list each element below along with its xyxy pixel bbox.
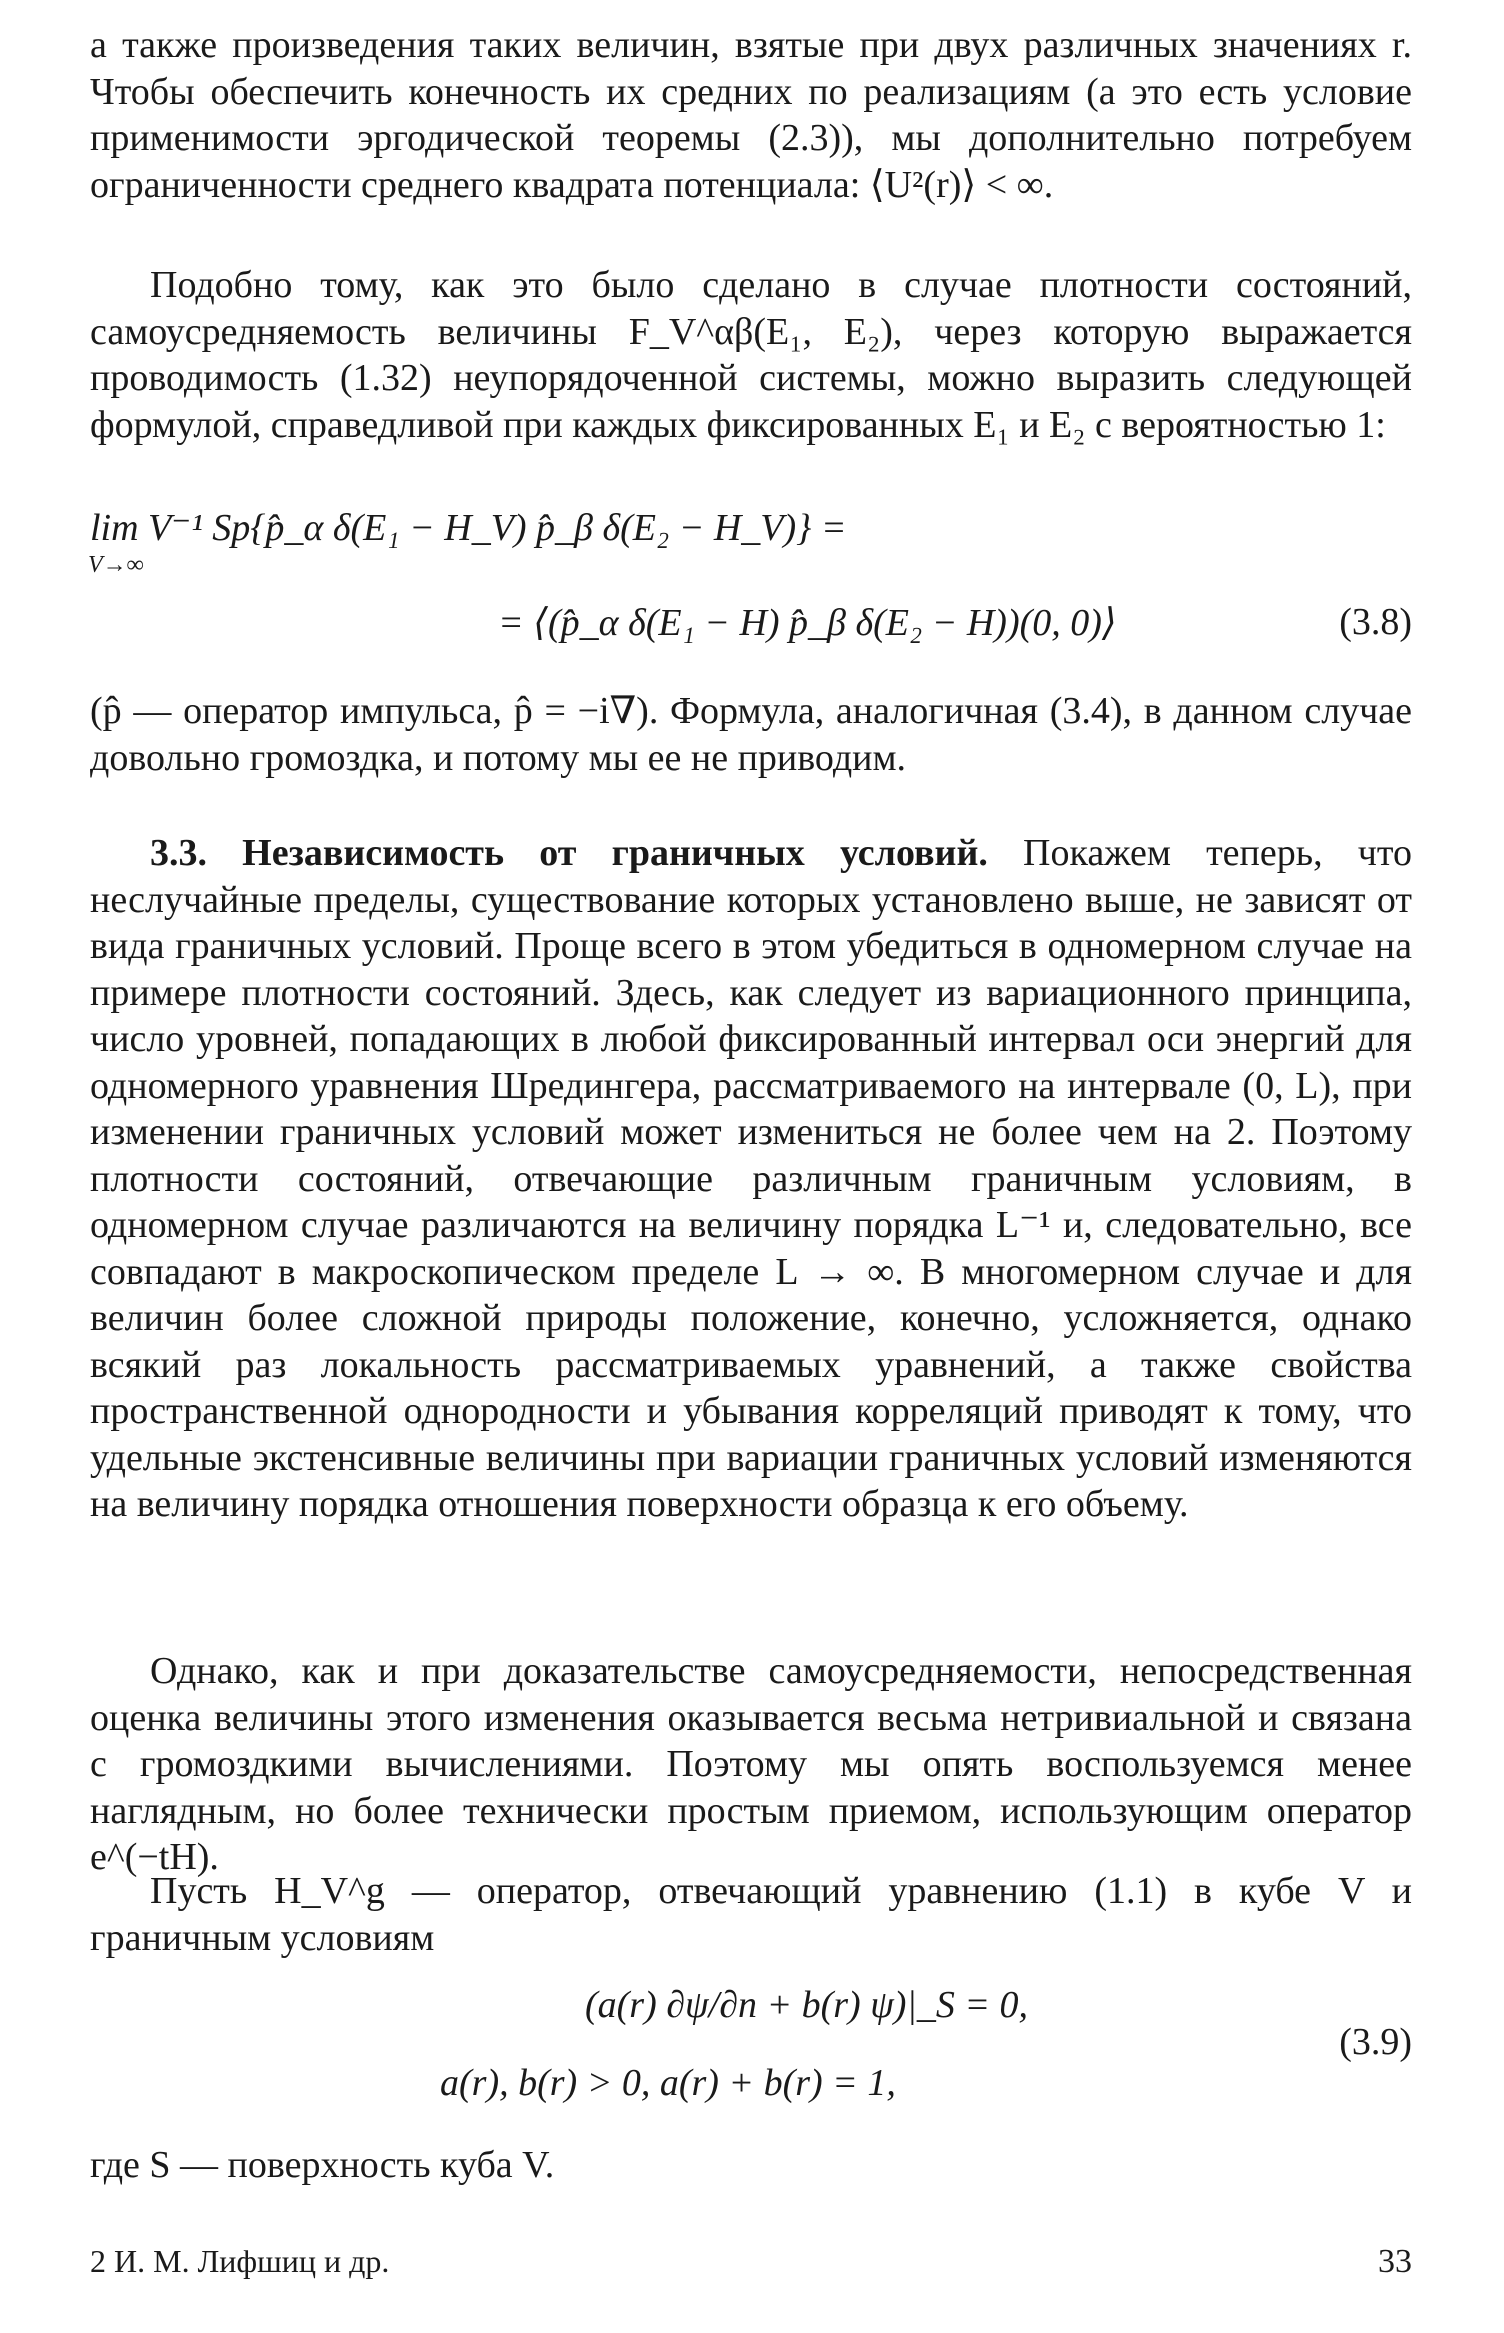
paragraph-1: а также произведения таких величин, взятые при двух различных значениях r. Чтобы обеспечить конечность их средних по реализациям (а это есть условие применимости эргодической теоремы (2.3)), мы дополнительно потребуем ограниченности среднего квадрата потенциала: ⟨U²(r)⟩ < ∞. — [90, 24, 1412, 206]
section-body: Покажем теперь, что неслучайные пределы, существование которых установлено выше, не зависят от вида граничных условий. Проще всего в этом убедиться в одномерном случае на примере плотности состояний. Здесь, как следует из вариационного принципа, число уровней, попадающих в любой фиксированный интервал оси энергий для одномерного уравнения Шредингера, рассматриваемого на интервале (0, L), при изменении граничных условий может измениться не более чем на 2. Поэтому плотности состояний, отвечающие различным граничным условиям, в одномерном случае различаются на величину порядка L⁻¹ и, следовательно, все совпадают в макроскопическом пределе L → ∞. В многомерном случае и для величин более сложной природы положение, конечно, усложняется, однако всякий раз локальность рассматриваемых уравнений, а также свойства пространственной однородности и убывания корреляций приводят к тому, что удельные экстенсивные величины при вариации граничных условий изменяются на величину порядка отношения поверхности образца к его объему. — [90, 832, 1412, 1525]
paragraph-2: Подобно тому, как это было сделано в случае плотности состояний, самоусредняемость величины F_V^αβ(E₁, E₂), через которую выражается проводимость (1.32) неупорядоченной системы, можно выразить следующей формулой, справедливой при каждых фиксированных E₁ и E₂ с вероятностью 1: — [90, 264, 1412, 446]
equation-3-8-number: (3.8) — [1339, 601, 1412, 643]
equation-3-9-line-1: (a(r) ∂ψ/∂n + b(r) ψ)|_S = 0, — [585, 1984, 1029, 2026]
paragraph-3: (p̂ — оператор импульса, p̂ = −i∇). Формула, аналогичная (3.4), в данном случае довольно громоздка, и потому мы ее не приводим. — [90, 690, 1412, 779]
equation-3-8-limit-subscript: V→∞ — [88, 552, 144, 578]
page-number: 33 — [1378, 2243, 1412, 2280]
equation-3-9-line-2: a(r), b(r) > 0, a(r) + b(r) = 1, — [440, 2062, 896, 2104]
paragraph-4 — [90, 830, 1412, 1528]
equation-3-9-number: (3.9) — [1339, 2021, 1412, 2063]
equation-3-8-line-2: = ⟨(p̂_α δ(E₁ − H) p̂_β δ(E₂ − H))(0, 0)⟩ — [498, 602, 1117, 644]
section-heading: 3.3. Независимость от граничных условий. — [150, 832, 988, 874]
paragraph-7: где S — поверхность куба V. — [90, 2144, 555, 2186]
printer-signature: 2 И. М. Лифшиц и др. — [90, 2243, 390, 2279]
paragraph-6: Пусть H_V^g — оператор, отвечающий уравнению (1.1) в кубе V и граничным условиям — [90, 1870, 1412, 1959]
paragraph-5: Однако, как и при доказательстве самоусредняемости, непосредственная оценка величины этого изменения оказывается весьма нетривиальной и связана с громоздкими вычислениями. Поэтому мы опять воспользуемся менее наглядным, но более технически простым приемом, использующим оператор e^(−tH). — [90, 1650, 1412, 1878]
equation-3-8-line-1: lim V⁻¹ Sp{p̂_α δ(E₁ − H_V) p̂_β δ(E₂ − H_V)} = — [90, 507, 847, 549]
